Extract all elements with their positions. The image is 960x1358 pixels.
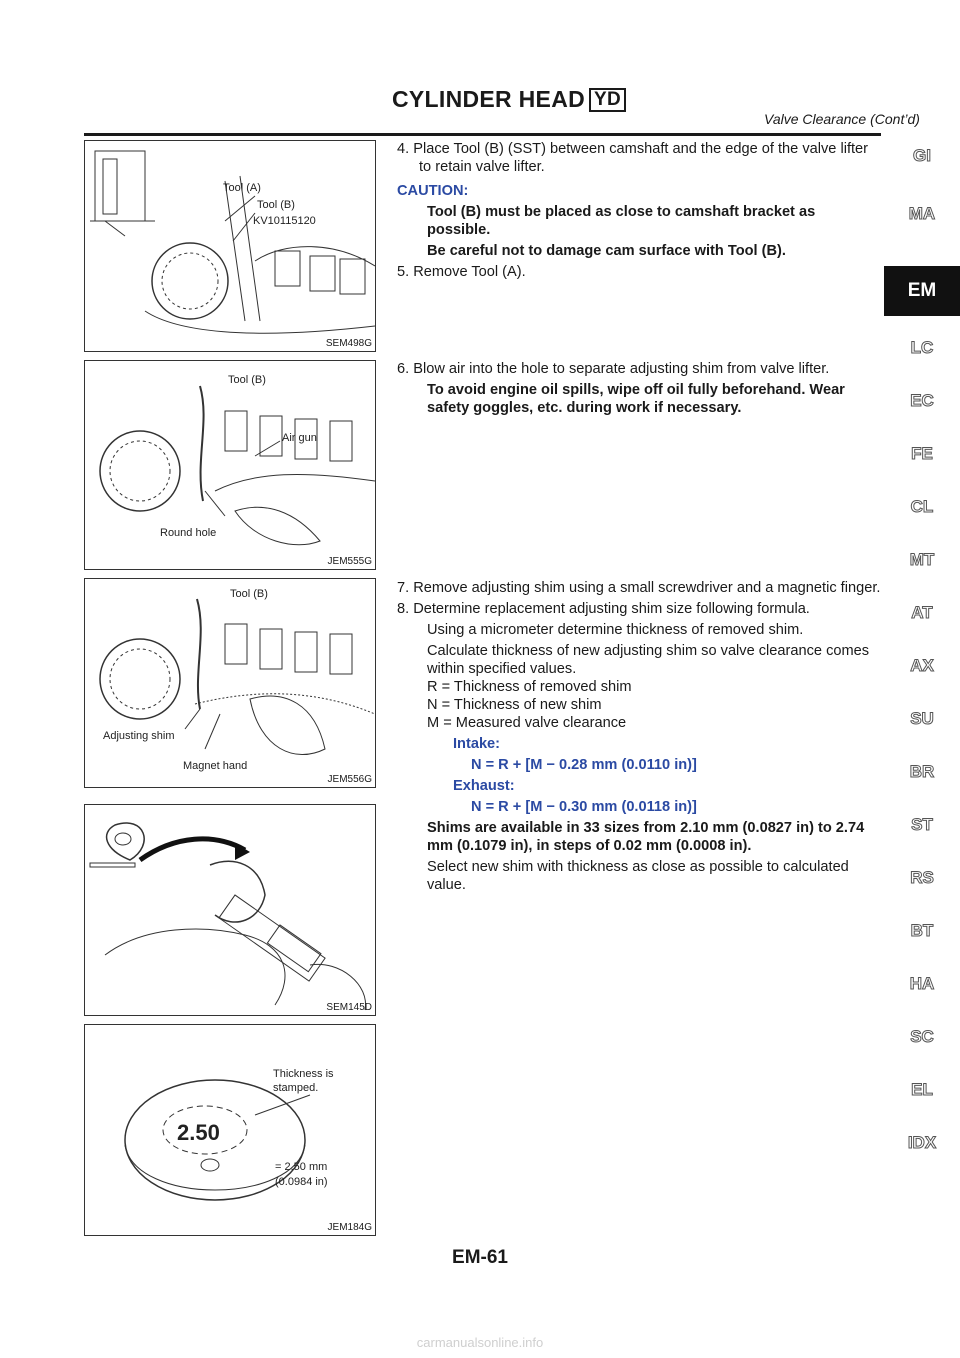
- section-step-4-5: [397, 140, 881, 284]
- label-inch-value: (0.0984 in): [275, 1176, 328, 1188]
- sidebar-item-el[interactable]: EL: [911, 1080, 933, 1099]
- intake-label: Intake:: [453, 736, 501, 752]
- label-round-hole: Round hole: [160, 527, 217, 539]
- sidebar-item-su[interactable]: SU: [910, 709, 934, 728]
- definition-n: N = Thickness of new shim: [427, 697, 602, 713]
- figure-id: JEM184G: [327, 1222, 372, 1233]
- figure-jem555g-drawing: [85, 361, 376, 570]
- page-subtitle: Valve Clearance (Cont’d): [764, 111, 920, 127]
- label-stamped: stamped.: [273, 1082, 319, 1094]
- figure-jem556g: [84, 578, 376, 788]
- label-tool-b: Tool (B): [257, 199, 295, 211]
- label-magnet-hand: Magnet hand: [183, 760, 248, 772]
- figure-sem498g: [84, 140, 376, 352]
- step-5: 5. Remove Tool (A).: [397, 264, 526, 280]
- intake-formula: N = R + [M − 0.28 mm (0.0110 in)]: [471, 757, 697, 773]
- label-thickness-is: Thickness is: [273, 1068, 334, 1080]
- label-tool-b: Tool (B): [230, 588, 268, 600]
- shim-sizes: Shims are available in 33 sizes from 2.10 mm (0.0827 in) to 2.74 mm (0.1079 in), in steps of 0.02 mm (0.0008 in).: [427, 820, 865, 854]
- select-shim: Select new shim with thickness as close as possible to calculated value.: [427, 859, 849, 893]
- figure-id: SEM145D: [326, 1002, 372, 1013]
- sidebar-item-ha[interactable]: HA: [909, 974, 935, 993]
- header-rule: [84, 133, 881, 136]
- figure-jem556g-drawing: [85, 579, 376, 788]
- label-mm-value: = 2.50 mm: [275, 1161, 328, 1173]
- label-adjusting-shim: Adjusting shim: [103, 730, 175, 742]
- engine-badge: YD: [589, 88, 626, 112]
- caution-1: Tool (B) must be placed as close to camshaft bracket as possible.: [427, 204, 816, 238]
- sidebar-item-em[interactable]: EM: [884, 266, 960, 316]
- page-number: EM-61: [452, 1247, 508, 1268]
- page-title: CYLINDER HEAD YD: [392, 86, 626, 113]
- step-6-note: To avoid engine oil spills, wipe off oil fully beforehand. Wear safety goggles, etc. during work if necessary.: [427, 382, 845, 416]
- caution-label: CAUTION:: [397, 183, 469, 199]
- label-air-gun: Air gun: [282, 432, 317, 444]
- figure-sem498g-drawing: [85, 141, 376, 352]
- figure-sem145d: [84, 804, 376, 1016]
- figure-jem184g: [84, 1024, 376, 1236]
- exhaust-label: Exhaust:: [453, 778, 515, 794]
- sidebar-item-fe[interactable]: FE: [911, 444, 933, 463]
- sidebar-item-st[interactable]: ST: [911, 815, 933, 834]
- sidebar-item-at[interactable]: AT: [911, 603, 933, 622]
- sidebar-item-sc[interactable]: SC: [910, 1027, 934, 1046]
- watermark: carmanualsonline.info: [416, 1335, 544, 1350]
- sidebar-item-ec[interactable]: EC: [910, 391, 934, 410]
- figure-id: JEM556G: [327, 774, 372, 785]
- sidebar-item-mt[interactable]: MT: [909, 550, 935, 569]
- exhaust-formula: N = R + [M − 0.30 mm (0.0118 in)]: [471, 799, 697, 815]
- step-8-para-2: Calculate thickness of new adjusting shim so valve clearance comes within specified values.: [427, 643, 870, 677]
- sidebar-item-idx[interactable]: IDX: [907, 1133, 937, 1152]
- section-step-6: [397, 360, 881, 420]
- section-step-7-8: [397, 579, 881, 897]
- sidebar-item-bt[interactable]: BT: [910, 921, 934, 940]
- definition-r: R = Thickness of removed shim: [427, 679, 632, 695]
- sidebar-item-gi[interactable]: GI: [913, 146, 931, 165]
- figure-jem184g-drawing: [85, 1025, 376, 1236]
- label-thickness-value: 2.50: [177, 1120, 220, 1145]
- sidebar-item-cl[interactable]: CL: [910, 497, 934, 516]
- step-8-para-1: Using a micrometer determine thickness of removed shim.: [427, 622, 804, 638]
- sidebar-item-ma[interactable]: MA: [908, 204, 936, 223]
- label-tool-a: Tool (A): [223, 182, 261, 194]
- step-6: 6. Blow air into the hole to separate adjusting shim from valve lifter.: [397, 361, 830, 377]
- caution-2: Be careful not to damage cam surface with Tool (B).: [427, 243, 786, 259]
- figure-jem555g: [84, 360, 376, 570]
- sidebar-item-rs[interactable]: RS: [910, 868, 934, 887]
- label-tool-b: Tool (B): [228, 374, 266, 386]
- sidebar-item-ax[interactable]: AX: [910, 656, 934, 675]
- label-kv-number: KV10115120: [253, 215, 316, 227]
- step-7: 7. Remove adjusting shim using a small screwdriver and a magnetic finger.: [397, 580, 881, 596]
- step-4: 4. Place Tool (B) (SST) between camshaft and the edge of the valve lifter to retain valve lifter.: [397, 141, 869, 175]
- step-8: 8. Determine replacement adjusting shim size following formula.: [397, 601, 810, 617]
- sidebar-item-lc[interactable]: LC: [910, 338, 934, 357]
- figure-sem145d-drawing: [85, 805, 376, 1016]
- sidebar-item-br[interactable]: BR: [909, 762, 935, 781]
- definition-m: M = Measured valve clearance: [427, 715, 627, 731]
- figure-id: SEM498G: [325, 338, 372, 349]
- figure-id: JEM555G: [327, 556, 372, 567]
